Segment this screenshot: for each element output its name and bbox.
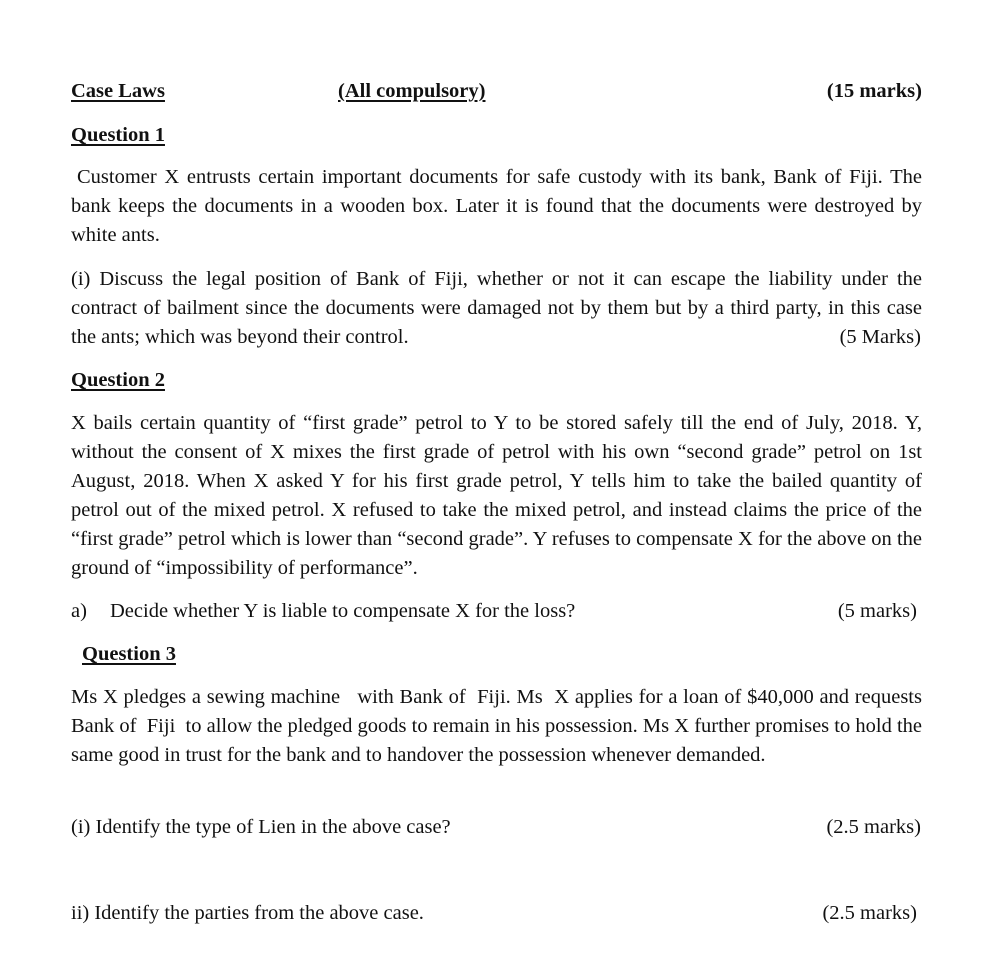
question-3-part-i: (i) Identify the type of Lien in the above case? [71, 816, 451, 838]
question-2-part-a: Decide whether Y is liable to compensate X for the loss? [110, 600, 576, 622]
question-2-scenario: X bails certain quantity of “first grade” petrol to Y to be stored safely till the end of July, 2018. Y, without the consent of X mixes the first grade of petrol with his own “second grade” petrol on 1st August, 2018. When X asked Y for his first grade petrol, Y tells him to take the bailed quantity of petrol out of the mixed petrol. X refused to take the mixed petrol, and instead claims the price of the “first grade” petrol which is lower than “second grade”. Y refuses to compensate X for the above on the ground of “impossibility of performance”. [71, 412, 922, 579]
question-3-scenario: Ms X pledges a sewing machine with Bank of Fiji. Ms X applies for a loan of $40,000 and requests Bank of Fiji to allow the pledged goods to remain in his possession. Ms X further promises to hold the same good in trust for the bank and to handover the possession whenever demanded. [71, 686, 928, 766]
question-3-part-ii-marks: (2.5 marks) [822, 902, 917, 924]
question-3-part-ii: ii) Identify the parties from the above case. [71, 902, 424, 924]
instruction-text: (All compulsory) [338, 80, 486, 102]
question-2-title: Question 2 [71, 369, 165, 391]
question-3-part-i-marks: (2.5 marks) [826, 816, 921, 838]
section-title: Case Laws [71, 80, 165, 102]
question-1-part-i [71, 265, 922, 352]
question-2-part-a-marks: (5 marks) [837, 600, 917, 622]
question-2-part-a-label: a) [71, 600, 87, 622]
question-3-title: Question 3 [82, 643, 176, 665]
question-1-part-i-marks: (5 Marks) [839, 326, 921, 348]
question-1-part-i-text: (i) Discuss the legal position of Bank of Fiji, whether or not it can escape the liability under the contract of bailment since the documents were damaged not by them but by a third party, in this case the ants; which was beyond their control. [71, 268, 922, 348]
question-1-title: Question 1 [71, 124, 165, 146]
total-marks: (15 marks) [826, 80, 922, 102]
question-1-scenario: Customer X entrusts certain important documents for safe custody with its bank, Bank of Fiji. The bank keeps the documents in a wooden box. Later it is found that the documents were destroyed by white ants. [71, 166, 922, 246]
